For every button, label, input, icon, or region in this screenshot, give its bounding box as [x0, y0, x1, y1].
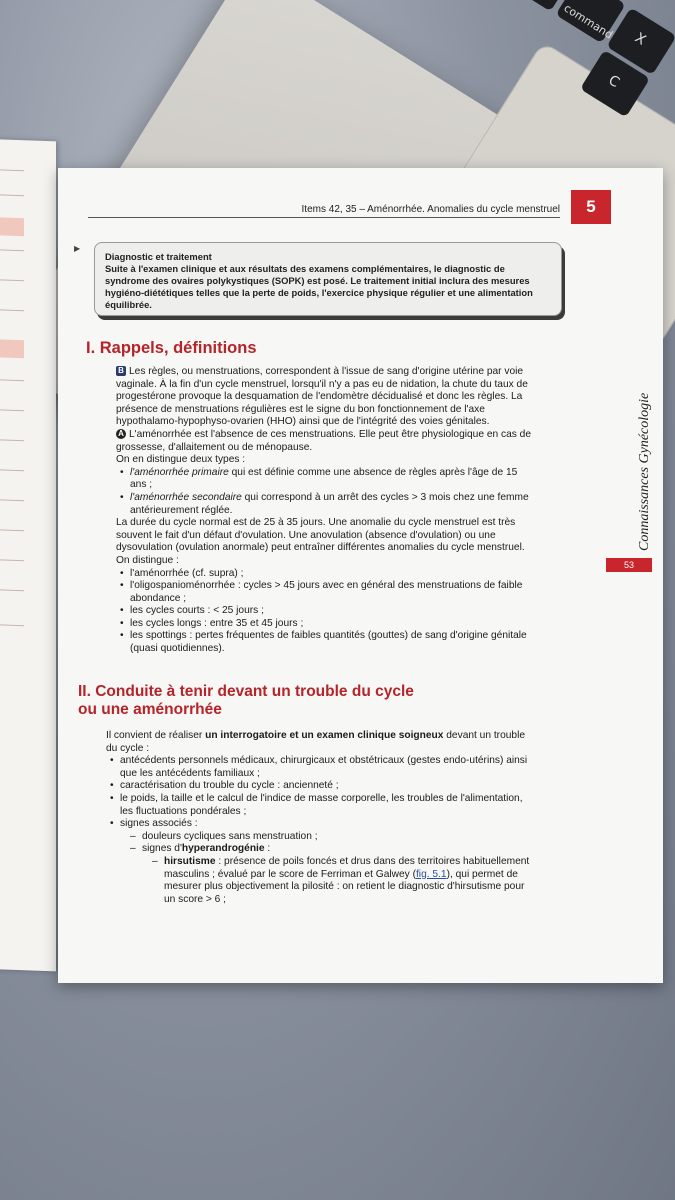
- level-a-badge: A: [116, 429, 126, 439]
- list-item: • caractérisation du trouble du cycle : ancienneté ;: [120, 780, 538, 793]
- list-item: – douleurs cycliques sans menstruation ;: [142, 831, 538, 844]
- summary-title: Diagnostic et traitement: [105, 251, 212, 262]
- running-header: Items 42, 35 – Aménorrhée. Anomalies du cycle menstruel: [88, 204, 560, 218]
- summary-text: Suite à l'examen clinique et aux résultats des examens complémentaires, le diagnostic de syndrome des ovaires polykystiques (SOPK) est posé. Le traitement initial inclura des mesures hygiéno-diététiques telles que la perte de poids, l'exercice physique régulier et une alimentation équilibrée.: [105, 263, 533, 310]
- list-item: • antécédents personnels médicaux, chirurgicaux et obstétricaux (gestes endo-utérins) ainsi que les antécédents familiaux ;: [120, 755, 538, 780]
- sidebar: [618, 392, 658, 568]
- paragraph: Les règles, ou menstruations, correspondent à l'issue de sang d'origine utérine par voie vaginale. À la fin d'un cycle menstruel, lorsqu'il n'y a pas eu de nidation, la chute du taux de progestérone provoque la desquamation de l'endomètre décidualisé et donc les règles. La présence de menstruations régulières est le signe du bon fonctionnement de l'axe hypothalamo-hypophyso-ovarien (HHO) ainsi que de l'intégrité des voies génitales.: [116, 366, 528, 428]
- paragraph: L'aménorrhée est l'absence de ces menstruations. Elle peut être physiologique en cas de grossesse, d'allaitement ou de ménopause.: [116, 428, 532, 453]
- list-item: • l'aménorrhée secondaire qui correspond à un arrêt des cycles > 3 mois chez une femme antérieurement réglée.: [130, 492, 532, 517]
- cycle-anomalies-list: [116, 568, 532, 656]
- left-page-red-band: [0, 217, 24, 237]
- page-number: 53: [606, 558, 652, 572]
- command-key: command: [556, 0, 626, 43]
- book-page: [58, 168, 663, 983]
- diagnostic-summary-box: [94, 242, 562, 316]
- chapter-number-tab: 5: [571, 190, 611, 224]
- associated-signs-list: [120, 831, 538, 907]
- list-item: • l'aménorrhée primaire qui est définie comme une absence de règles après l'âge de 15 ans ;: [130, 467, 532, 492]
- list-item: • les cycles courts : < 25 jours ;: [130, 605, 532, 618]
- list-item: • l'aménorrhée (cf. supra) ;: [130, 568, 532, 581]
- interrogation-list: [106, 755, 538, 906]
- list-item: • les spottings : pertes fréquentes de faibles quantités (gouttes) de sang d'origine génitale (quasi quotidiennes).: [130, 630, 532, 655]
- left-page-edge: [0, 139, 56, 972]
- hyperandrogenism-list: [142, 856, 538, 906]
- figure-reference-link[interactable]: fig. 5.1: [415, 868, 447, 880]
- list-item: • le poids, la taille et le calcul de l'indice de masse corporelle, les troubles de l'alimentation, les fluctuations pondérales ;: [120, 793, 538, 818]
- section-1-body: [116, 366, 532, 656]
- level-b-badge: B: [116, 366, 126, 376]
- list-item: • l'oligospanioménorrhée : cycles > 45 jours avec en général des menstruations de faible abondance ;: [130, 580, 532, 605]
- list-item: – signes d'hyperandrogénie : – hirsutisme : présence de poils foncés et drus dans des territoires habituellement masculins ; évalué par le score de Ferriman et Galwey (fig. 5.1), qui permet de mesurer plus objectivement la pilosité : on retient le diagnostic d'hirsutisme pour un score > 6 ;: [142, 843, 538, 906]
- list-item: – hirsutisme : présence de poils foncés et drus dans des territoires habituellement masculins ; évalué par le score de Ferriman et Galwey (fig. 5.1), qui permet de mesurer plus objectivement la pilosité : on retient le diagnostic d'hirsutisme pour un score > 6 ;: [164, 856, 538, 906]
- paragraph: On en distingue deux types :: [116, 454, 246, 466]
- x-key: X: [606, 7, 675, 75]
- amenorrhea-types-list: [116, 467, 532, 517]
- list-item: • les cycles longs : entre 35 et 45 jours ;: [130, 618, 532, 631]
- paragraph: La durée du cycle normal est de 25 à 35 jours. Une anomalie du cycle menstruel est très souvent le fait d'un défaut d'ovulation. Une anovulation (absence d'ovulation) ou une dysovulation (ovulation anormale) peut entraîner différentes anomalies du cycle menstruel. On distingue :: [116, 517, 525, 566]
- section-2-body: Il convient de réaliser un interrogatoire et un examen clinique soigneux devant un trouble du cycle : • antécédents personnels médicaux, chirurgicaux et obstétricaux (gestes endo-utérins) ainsi que les antécédents familiaux ; • caractérisation du trouble du cycle : ancienneté ; • le poids, la taille et le calcul de l'indice de masse corporelle, les troubles de l'alimentation, les fluctuations pondérales ; • signes associés : – douleurs cycliques sans menstruation ; – signes d'hyperandrogénie : – hirsutisme : présence de poils foncés et drus dans des territoires habituellement masculins ; évalué par le score de Ferriman et Galwey (fig. 5.1), qui permet de mesurer plus objectivement la pilosité : on retient le diagnostic d'hirsutisme pour un score > 6 ;: [106, 730, 538, 906]
- c-key: C: [580, 50, 650, 118]
- section-1-title: I. Rappels, définitions: [86, 339, 257, 357]
- left-page-red-band: [0, 339, 24, 359]
- arrow-marker-icon: ▶: [74, 244, 81, 253]
- section-2-title: II. Conduite à tenir devant un trouble du cycle ou une aménorrhée: [78, 683, 414, 718]
- sidebar-title: Connaissances Gynécologie: [637, 392, 652, 551]
- list-item: • signes associés : – douleurs cycliques sans menstruation ; – signes d'hyperandrogénie : – hirsutisme : présence de poils foncés et drus dans des territoires habituellement masculins ; évalué par le score de Ferriman et Galwey (fig. 5.1), qui permet de mesurer plus objectivement la pilosité : on retient le diagnostic d'hirsutisme pour un score > 6 ;: [120, 818, 538, 906]
